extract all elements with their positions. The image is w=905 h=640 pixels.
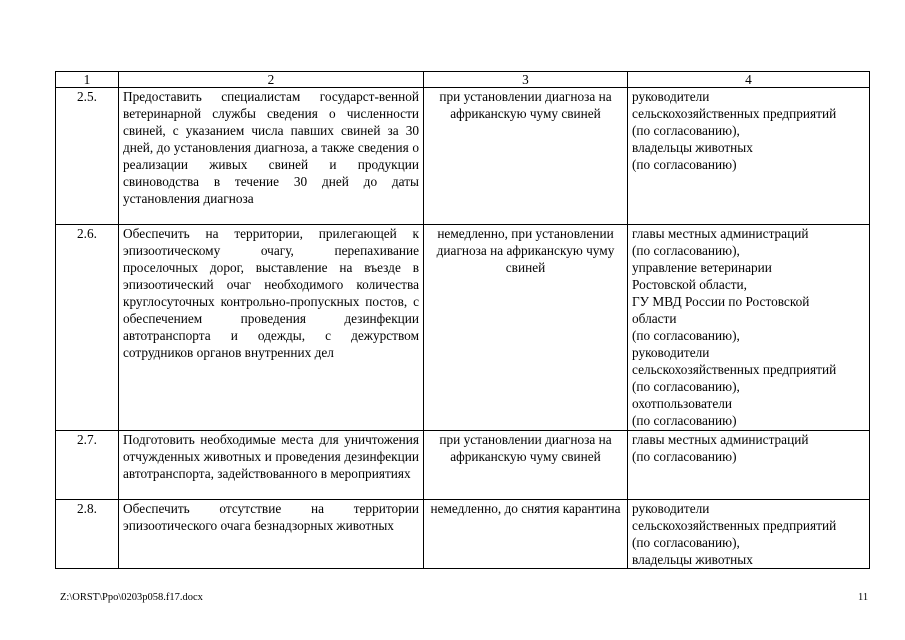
table-row bbox=[56, 88, 870, 225]
row-number: 2.8. bbox=[56, 500, 119, 569]
row-responsible bbox=[628, 88, 870, 225]
table-row bbox=[56, 225, 870, 431]
responsible-line: руководители bbox=[632, 89, 710, 104]
row-responsible bbox=[628, 225, 870, 431]
row-term: при установлении диагноза на африканскую чуму свиней bbox=[424, 431, 628, 500]
responsible-line: (по согласованию), bbox=[632, 243, 740, 258]
table-row bbox=[56, 500, 870, 569]
responsible-line: сельскохозяйственных предприятий bbox=[632, 518, 837, 533]
responsible-line: (по согласованию) bbox=[632, 413, 737, 428]
row-term: немедленно, до снятия карантина bbox=[424, 500, 628, 569]
row-action: Обеспечить на территории, прилегающей к эпизоотическому очагу, перепахивание проселочных дорог, выставление на въезде в эпизоотический очаг необходимого количества круглосуточных контрольно-пропускных постов, с обеспечением проведения дезинфекции автотранспорта и одежды, с дежурством сотрудников органов внутренних дел bbox=[119, 225, 424, 431]
responsible-line: (по согласованию), bbox=[632, 328, 740, 343]
row-responsible bbox=[628, 431, 870, 500]
responsible-line: главы местных администраций bbox=[632, 226, 809, 241]
responsible-line: (по согласованию) bbox=[632, 449, 737, 464]
row-action: Обеспечить отсутствие на территории эпизоотического очага безнадзорных животных bbox=[119, 500, 424, 569]
row-action: Предоставить специалистам государст-венной ветеринарной службы сведения о численности свиней, с указанием числа павших свиней за 30 дней, до установления диагноза, а также сведения о реализации живых свиней и продукции свиноводства в течение 30 дней до даты установления диагноза bbox=[119, 88, 424, 225]
responsible-line: главы местных администраций bbox=[632, 432, 809, 447]
header-cell-4: 4 bbox=[628, 72, 870, 88]
row-term: немедленно, при установлении диагноза на африканскую чуму свиней bbox=[424, 225, 628, 431]
header-cell-2: 2 bbox=[119, 72, 424, 88]
responsible-line: руководители bbox=[632, 345, 710, 360]
responsible-line: охотпользователи bbox=[632, 396, 732, 411]
row-term: при установлении диагноза на африканскую чуму свиней bbox=[424, 88, 628, 225]
responsible-line: (по согласованию) bbox=[632, 157, 737, 172]
row-number: 2.5. bbox=[56, 88, 119, 225]
table-header-row bbox=[56, 72, 870, 88]
row-responsible bbox=[628, 500, 870, 569]
responsible-line: владельцы животных bbox=[632, 140, 753, 155]
responsible-line: владельцы животных bbox=[632, 552, 753, 567]
responsible-line: управление ветеринарии bbox=[632, 260, 772, 275]
header-cell-1: 1 bbox=[56, 72, 119, 88]
row-number: 2.7. bbox=[56, 431, 119, 500]
responsible-line: сельскохозяйственных предприятий bbox=[632, 362, 837, 377]
responsible-line: сельскохозяйственных предприятий bbox=[632, 106, 837, 121]
responsible-line: (по согласованию), bbox=[632, 379, 740, 394]
page-number: 11 bbox=[858, 592, 869, 603]
responsible-line: области bbox=[632, 311, 677, 326]
table-row bbox=[56, 431, 870, 500]
row-number: 2.6. bbox=[56, 225, 119, 431]
footer-file-path: Z:\ORST\Ppo\0203p058.f17.docx bbox=[60, 592, 203, 603]
header-cell-3: 3 bbox=[424, 72, 628, 88]
responsible-line: Ростовской области, bbox=[632, 277, 747, 292]
responsible-line: руководители bbox=[632, 501, 710, 516]
responsible-line: (по согласованию), bbox=[632, 535, 740, 550]
measures-table bbox=[55, 71, 870, 569]
row-action: Подготовить необходимые места для уничтожения отчужденных животных и проведения дезинфекции автотранспорта, задействованного в мероприятиях bbox=[119, 431, 424, 500]
responsible-line: (по согласованию), bbox=[632, 123, 740, 138]
responsible-line: ГУ МВД России по Ростовской bbox=[632, 294, 810, 309]
